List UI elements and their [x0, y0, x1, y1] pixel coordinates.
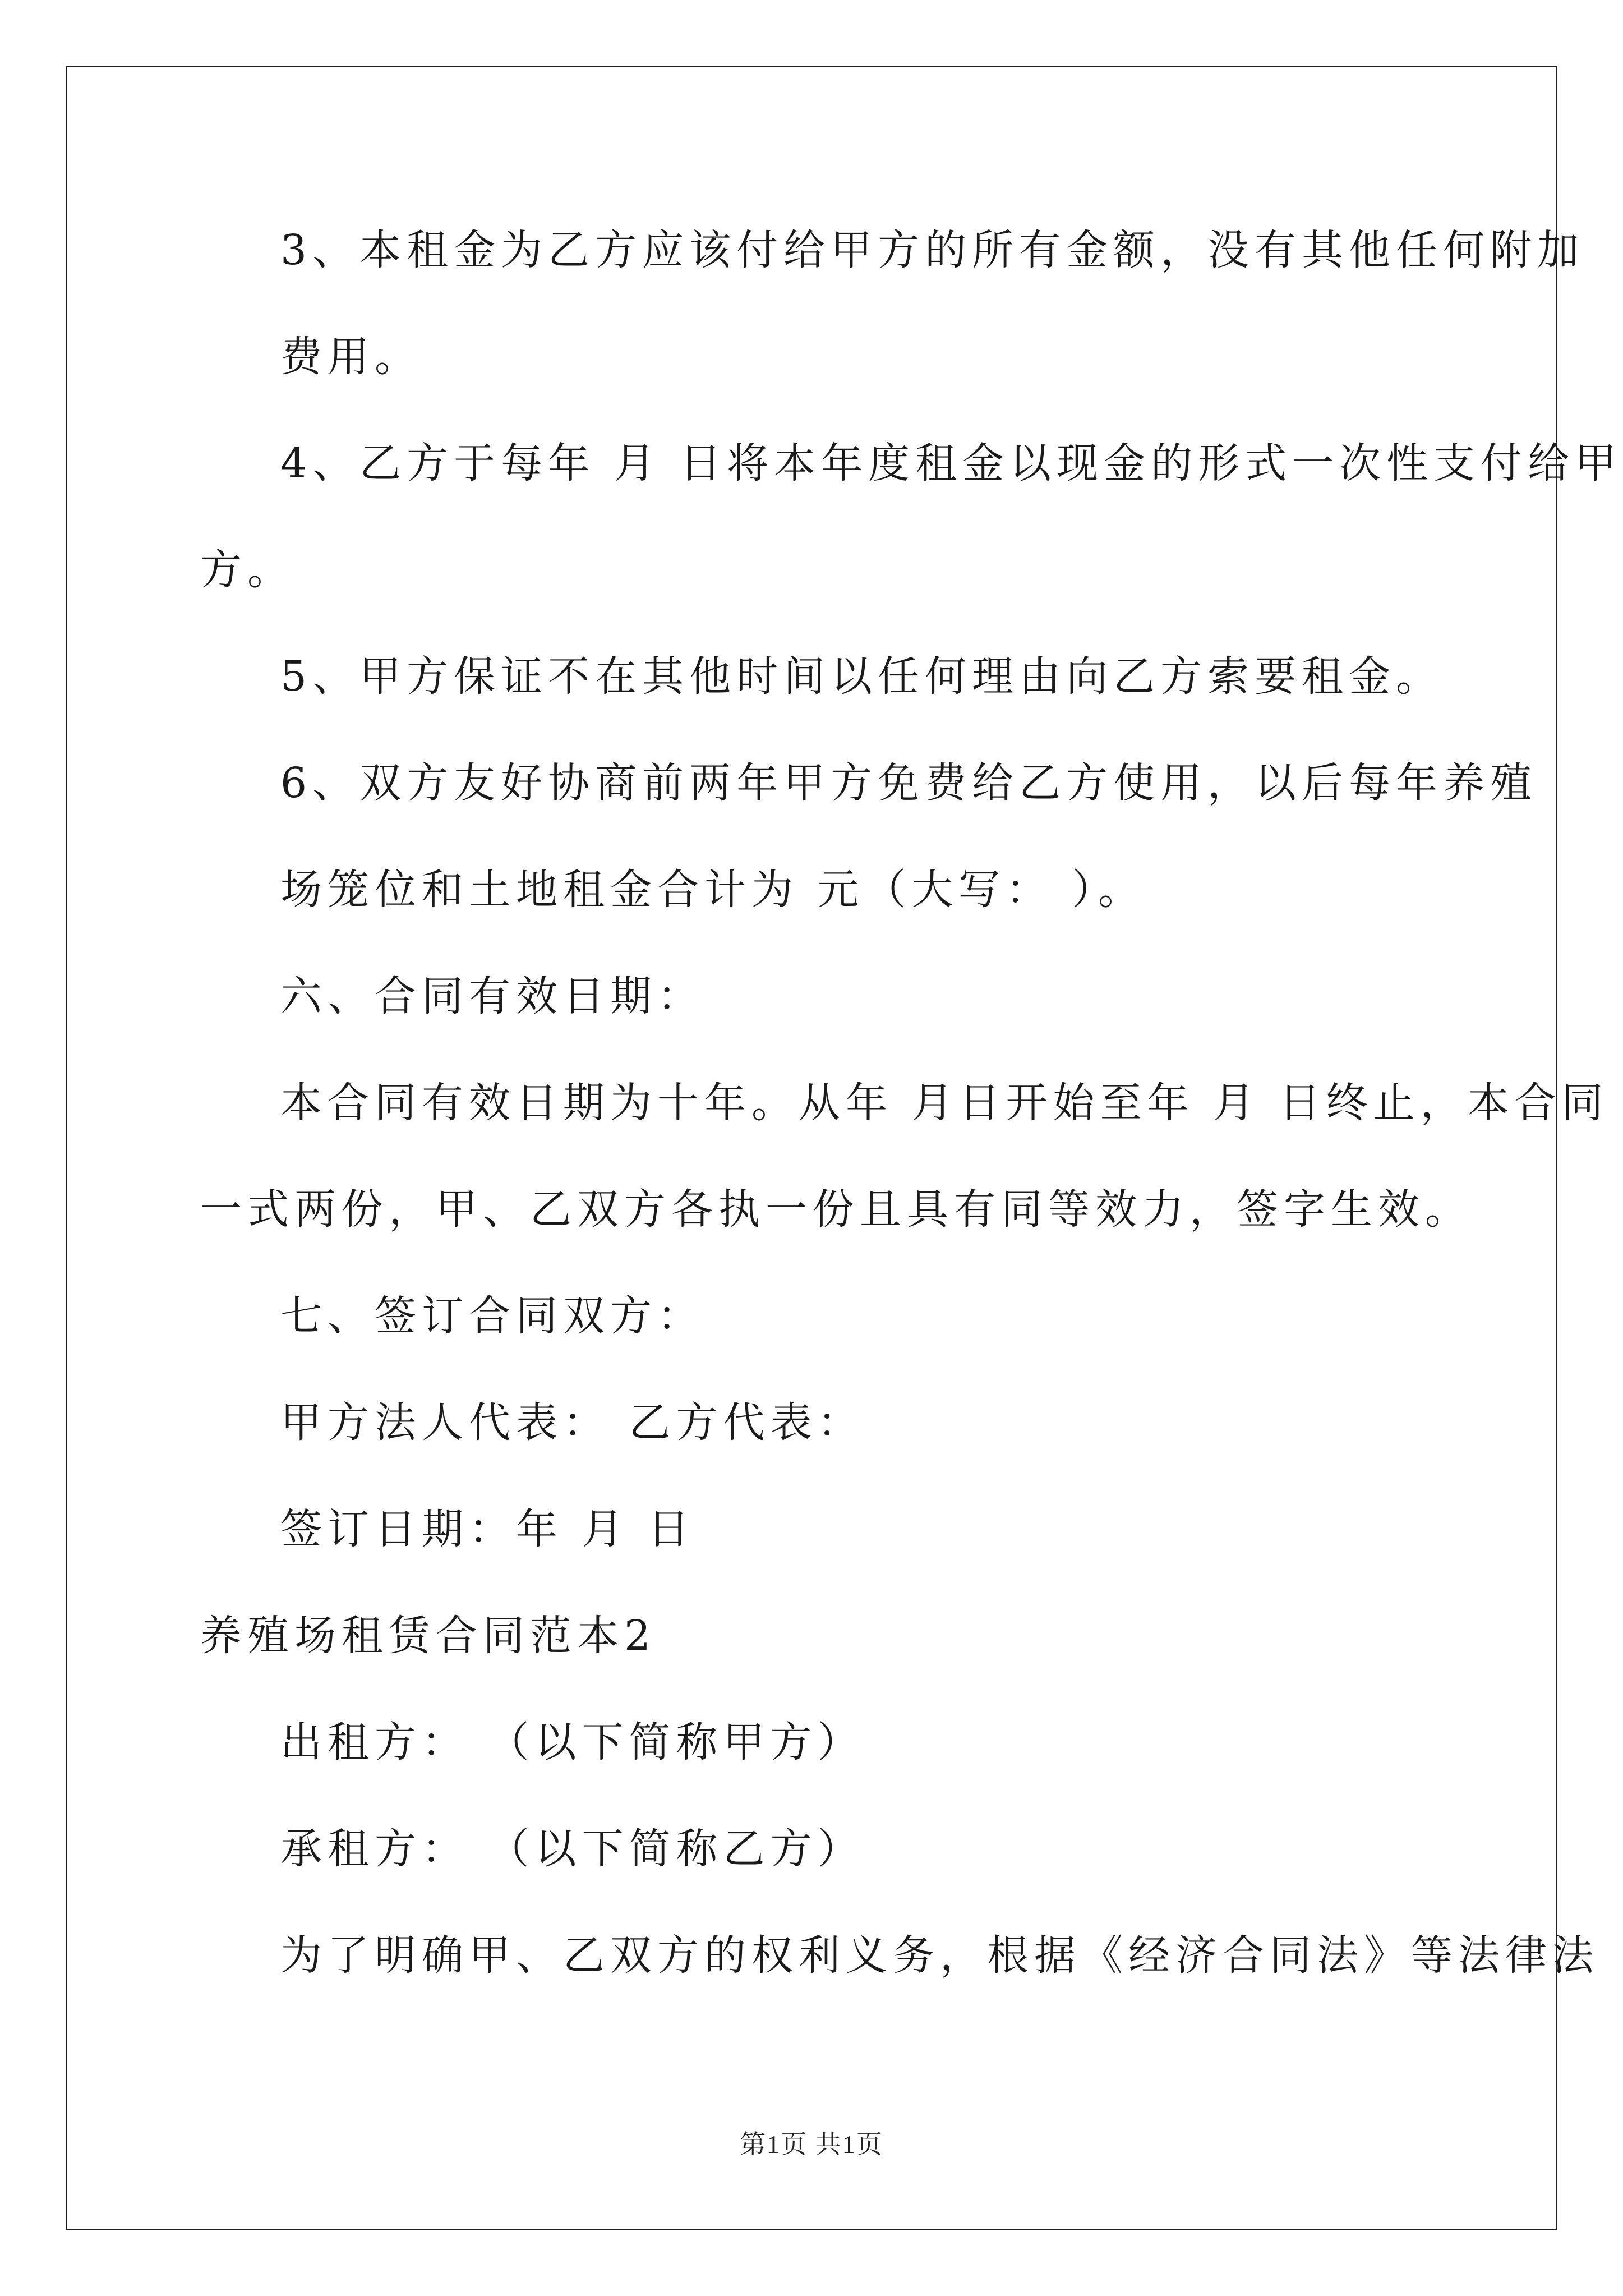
paragraph-line: 3、本租金为乙方应该付给甲方的所有金额，没有其他任何附加 [280, 226, 1585, 274]
signature-date-line: 签订日期：年 月 日 [280, 1505, 695, 1553]
section-heading: 六、合同有效日期： [280, 972, 704, 1020]
document-title: 养殖场租赁合同范本2 [200, 1612, 657, 1660]
section-heading: 七、签订合同双方： [280, 1292, 704, 1340]
paragraph-line: 一式两份，甲、乙双方各执一份且具有同等效力，签字生效。 [200, 1185, 1472, 1234]
lessee-line: 承租方： （以下简称乙方） [280, 1825, 865, 1873]
paragraph-line: 4、乙方于每年 月 日将本年度租金以现金的形式一次性支付给甲 [280, 439, 1622, 487]
page-border [66, 66, 1557, 2230]
paragraph-line: 6、双方友好协商前两年甲方免费给乙方使用，以后每年养殖 [280, 759, 1538, 807]
paragraph-line: 费用。 [280, 333, 422, 381]
page-footer: 第1页 共1页 [740, 2130, 883, 2159]
lessor-line: 出租方： （以下简称甲方） [280, 1718, 865, 1766]
paragraph-line: 场笼位和土地租金合计为 元（大写： ）。 [280, 866, 1146, 914]
paragraph-line: 为了明确甲、乙双方的权利义务，根据《经济合同法》等法律法 [280, 1931, 1599, 1980]
signature-line: 甲方法人代表： 乙方代表： [280, 1398, 865, 1447]
paragraph-line: 方。 [200, 546, 294, 594]
paragraph-line: 本合同有效日期为十年。从年 月日开始至年 月 日终止，本合同 [280, 1079, 1609, 1127]
paragraph-line: 5、甲方保证不在其他时间以任何理由向乙方索要租金。 [280, 652, 1444, 701]
